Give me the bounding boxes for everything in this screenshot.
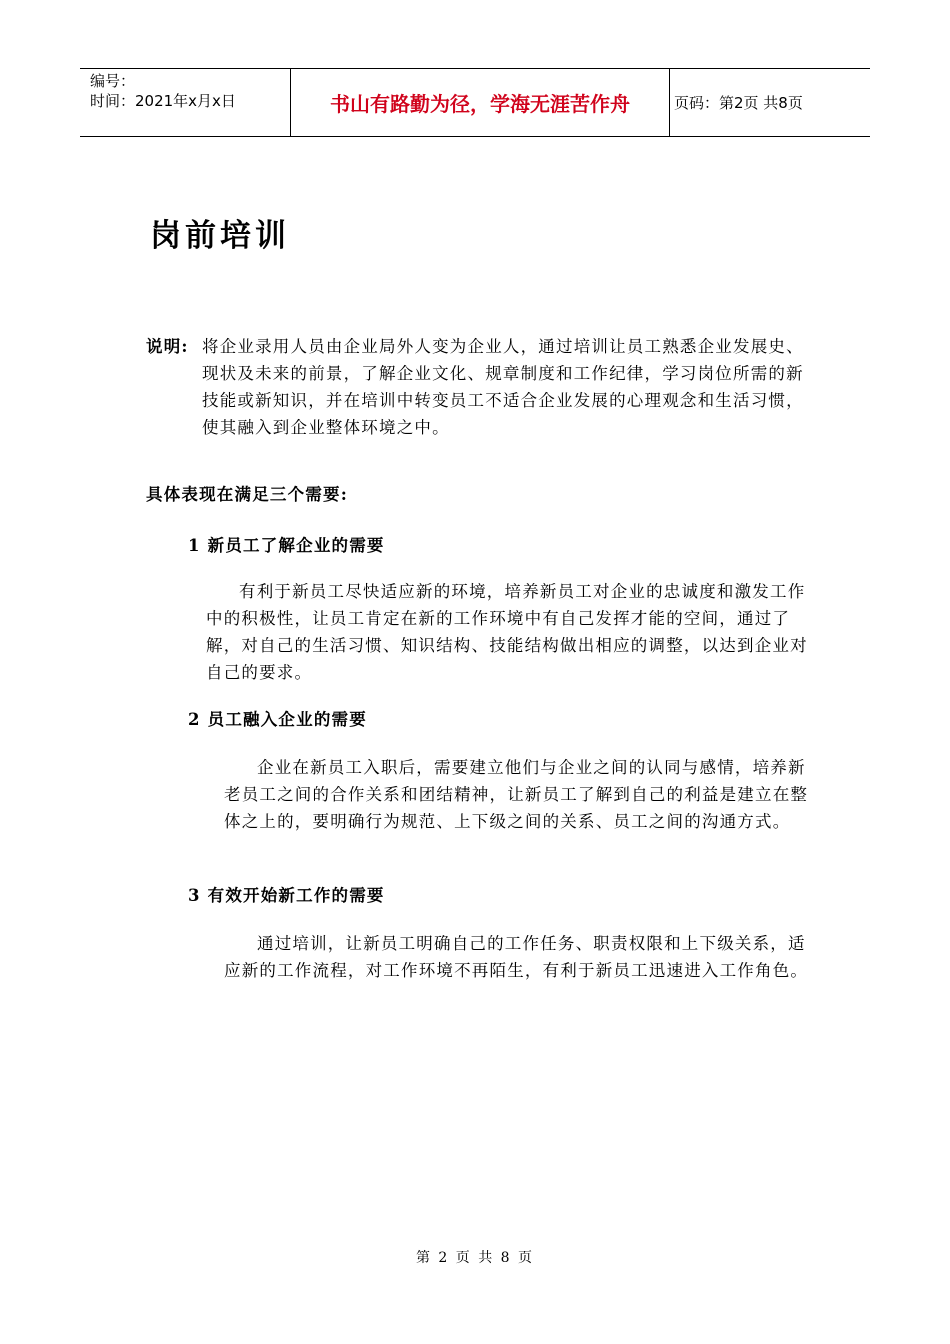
document-title: 岗前培训: [150, 218, 290, 254]
section-body-3: 通过培训，让新员工明确自己的工作任务、职责权限和上下级关系，适应新的工作流程，对工作环境不再陌生，有利于新员工迅速进入工作角色。: [224, 934, 809, 980]
page-footer: 第 2 页 共 8 页: [415, 1250, 535, 1266]
section-heading-3: 3 有效开始新工作的需要: [188, 886, 385, 905]
header-motto-text: 书山有路勤为径，学海无涯苦作舟: [330, 92, 630, 116]
header-number-label: 编号：: [90, 72, 136, 90]
note-text: 将企业录用人员由企业局外人变为企业人，通过培训让员工熟悉企业发展史、现状及未来的前景，了解企业文化、规章制度和工作纪律，学习岗位所需的新技能或新知识，并在培训中转变员工不适合企业发展的心理观念和生活习惯，使其融入到企业整体环境之中。: [202, 337, 804, 437]
header-page-label: 页码：第2页 共8页: [674, 94, 803, 112]
section-heading-1: 1 新员工了解企业的需要: [188, 536, 385, 555]
note-block: [146, 333, 814, 441]
header-motto: [291, 69, 670, 136]
page-header: [80, 68, 870, 137]
header-meta: [80, 69, 291, 136]
header-time-label: 时间：2021年x月x日: [90, 92, 236, 110]
header-page-info: [670, 69, 870, 136]
note-label: 说明:: [146, 337, 189, 356]
section-body-1: 有利于新员工尽快适应新的环境，培养新员工对企业的忠诚度和激发工作中的积极性，让员工肯定在新的工作环境中有自己发挥才能的空间，通过了解，对自己的生活习惯、知识结构、技能结构做出相应的调整，以达到企业对自己的要求。: [206, 582, 808, 682]
section-body-2: 企业在新员工入职后，需要建立他们与企业之间的认同与感情，培养新老员工之间的合作关系和团结精神，让新员工了解到自己的利益是建立在整体之上的，要明确行为规范、上下级之间的关系、员工之间的沟通方式。: [224, 758, 809, 831]
section-heading-2: 2 员工融入企业的需要: [188, 710, 367, 729]
intro-heading: 具体表现在满足三个需要:: [146, 485, 348, 504]
